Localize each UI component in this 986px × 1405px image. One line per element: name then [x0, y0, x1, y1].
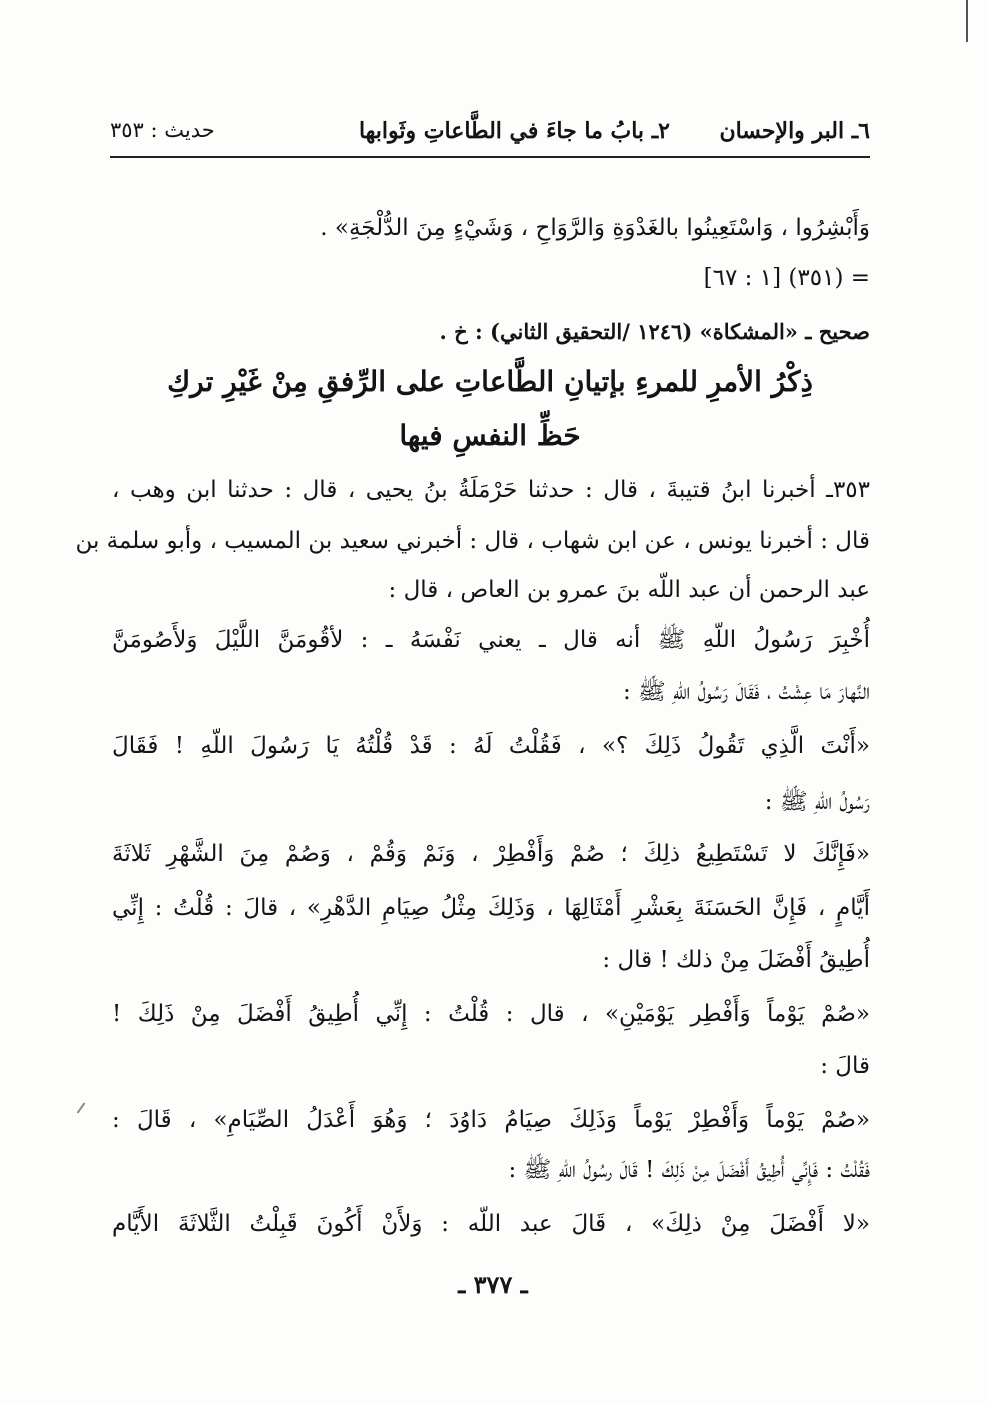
text-line: ٣٥٣ـ أخبرنا ابنُ قتيبةَ ، قال : حدثنا حَرْمَلَةُ بنُ يحيى ، قال : حدثنا ابن وهب ،: [112, 477, 870, 503]
chapter-heading-line-2: حَظِّ النفسِ فيها: [399, 419, 581, 452]
text-line: أُخْبِرَ رَسُولُ اللّهِ ﷺ أنه قال ـ يعني نَفْسَهُ ـ : لأقُومَنَّ اللَّيْلَ وَلأَصُومَنَّ: [112, 627, 870, 653]
section-title: ٢ـ بابُ ما جاءَ في الطَّاعاتِ وثَوابها: [358, 118, 670, 144]
text-line: رَسُولُ اللّهِ ﷺ :: [764, 789, 870, 815]
text-line: أَيَّامٍ ، فَإِنَّ الحَسَنَةَ بِعَشْرِ أَمْثَالِهَا ، وَذَلِكَ مِثْلُ صِيَامِ الدَّهْرِ» ، قالَ : قُلْتُ : إِنِّي: [112, 895, 870, 921]
hadith-reference: حديث : ٣٥٣: [110, 118, 215, 142]
grading-line: صحيح ـ «المشكاة» (١٢٤٦ /التحقيق الثاني) : خ .: [439, 319, 870, 344]
text-line: قال : أخبرنا يونس ، عن ابن شهاب ، قال : أخبرني سعيد بن المسيب ، وأبو سلمة بن: [75, 528, 870, 554]
text-line: عبد الرحمن أن عبد اللّه بنَ عمرو بن العاص ، قال :: [388, 577, 870, 603]
text-line: «لا أَفْضَلَ مِنْ ذلِكَ» ، قَالَ عبد اللّه : وَلأَنْ أَكُونَ قَبِلْتُ الثَّلاثَةَ الأَيَّام: [112, 1211, 870, 1237]
running-header: [110, 118, 870, 158]
text-line: فَقُلْتُ : فَإِنِّي أُطِيقُ أَفْضَلَ مِنْ ذَلِكَ ! قَالَ رسُولُ اللّهِ ﷺ :: [508, 1157, 870, 1183]
header-rule: [110, 156, 870, 158]
text-line: قالَ :: [820, 1053, 870, 1079]
text-line: «صُمْ يَوْماً وَأَفْطِرْ يَوْماً وَذَلِكَ صِيَامُ دَاوُدَ ؛ وَهُوَ أَعْدَلُ الصِّيَامِ» ، قَالَ :: [112, 1107, 870, 1133]
text-line: «فَإِنَّكَ لا تَسْتَطِيعُ ذلِكَ ؛ صُمْ وَأَفْطِرْ ، وَنَمْ وَقُمْ ، وَصُمْ مِنَ الشَّهْرِ ثَلاثَةَ: [112, 841, 870, 867]
text-line: النَّهارَ مَا عِشْتُ ، فَقَالَ رَسُولُ اللّهِ ﷺ :: [622, 679, 870, 705]
chapter-heading-line-1: ذِكْرُ الأمرِ للمرءِ بإتيانِ الطَّاعاتِ على الرِّفقِ مِنْ غَيْرِ تركِ: [167, 365, 813, 398]
scan-edge-mark: [966, 0, 968, 42]
text-line: «صُمْ يَوْماً وَأَفْطِر يَوْمَيْنِ» ، قال : قُلْتُ : إِنِّي أُطِيقُ أَفْضَلَ مِنْ ذَلِكَ !: [112, 1001, 870, 1027]
page-number: ـ ٣٧٧ ـ: [458, 1270, 528, 1299]
text-line: أُطِيقُ أَفْضَلَ مِنْ ذلك ! قال :: [602, 947, 870, 973]
margin-mark: [77, 1103, 86, 1114]
chapter-title: ٦ـ البر والإحسان: [719, 118, 870, 144]
text-line: «أَنْتَ الَّذِي تَقُولُ ذَلِكَ ؟» ، فَقُلْتُ لَهُ : قَدْ قُلْتُهُ يَا رَسُولَ اللّهِ ! فَقَالَ: [112, 733, 870, 759]
text-line: وَأَبْشِرُوا ، وَاسْتَعِينُوا بالغَدْوَةِ وَالرَّوَاحِ ، وَشَيْءٍ مِنَ الدُّلْجَةِ» .: [320, 215, 870, 241]
citation-line: = (٣٥١) [١ : ٦٧]: [703, 265, 870, 291]
